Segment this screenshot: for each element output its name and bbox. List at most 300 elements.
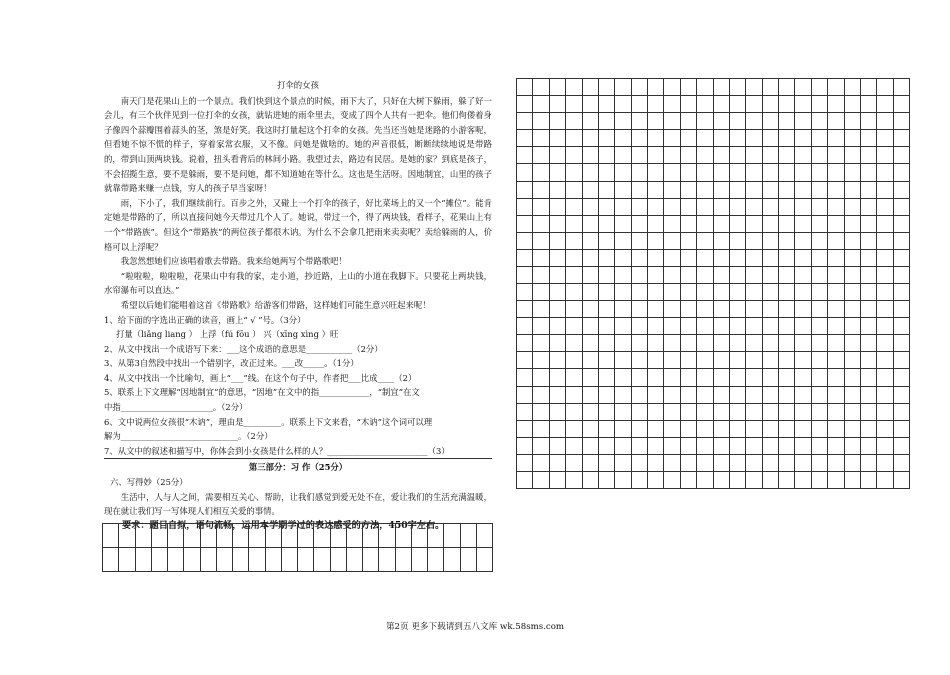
grid-cell[interactable] <box>664 352 680 369</box>
grid-cell[interactable] <box>861 96 877 113</box>
grid-cell[interactable] <box>201 548 217 572</box>
grid-cell[interactable] <box>714 199 730 216</box>
grid-cell[interactable] <box>583 130 599 147</box>
grid-cell[interactable] <box>828 250 844 267</box>
grid-cell[interactable] <box>795 352 811 369</box>
grid-cell[interactable] <box>746 387 762 404</box>
grid-cell[interactable] <box>894 335 910 352</box>
grid-cell[interactable] <box>894 438 910 455</box>
grid-cell[interactable] <box>550 164 566 181</box>
grid-cell[interactable] <box>664 164 680 181</box>
grid-cell[interactable] <box>566 199 582 216</box>
grid-cell[interactable] <box>795 472 811 489</box>
grid-cell[interactable] <box>697 318 713 335</box>
grid-cell[interactable] <box>217 548 233 572</box>
grid-cell[interactable] <box>714 182 730 199</box>
grid-cell[interactable] <box>894 216 910 233</box>
grid-cell[interactable] <box>632 216 648 233</box>
grid-cell[interactable] <box>632 96 648 113</box>
grid-cell[interactable] <box>533 267 549 284</box>
grid-cell[interactable] <box>583 113 599 130</box>
grid-cell[interactable] <box>714 387 730 404</box>
grid-cell[interactable] <box>828 79 844 96</box>
grid-cell[interactable] <box>599 335 615 352</box>
grid-cell[interactable] <box>648 267 664 284</box>
grid-cell[interactable] <box>812 369 828 386</box>
grid-cell[interactable] <box>714 369 730 386</box>
grid-cell[interactable] <box>845 404 861 421</box>
grid-cell[interactable] <box>697 216 713 233</box>
grid-cell[interactable] <box>632 455 648 472</box>
grid-cell[interactable] <box>583 472 599 489</box>
grid-cell[interactable] <box>861 335 877 352</box>
grid-cell[interactable] <box>730 130 746 147</box>
grid-cell[interactable] <box>266 524 282 548</box>
grid-cell[interactable] <box>615 421 631 438</box>
grid-cell[interactable] <box>550 387 566 404</box>
grid-cell[interactable] <box>632 404 648 421</box>
grid-cell[interactable] <box>599 301 615 318</box>
grid-cell[interactable] <box>828 472 844 489</box>
grid-cell[interactable] <box>615 182 631 199</box>
grid-cell[interactable] <box>877 164 893 181</box>
grid-cell[interactable] <box>184 548 200 572</box>
grid-cell[interactable] <box>812 130 828 147</box>
grid-cell[interactable] <box>861 301 877 318</box>
grid-cell[interactable] <box>812 318 828 335</box>
grid-cell[interactable] <box>599 352 615 369</box>
grid-cell[interactable] <box>249 524 265 548</box>
grid-cell[interactable] <box>533 404 549 421</box>
grid-cell[interactable] <box>517 130 533 147</box>
grid-cell[interactable] <box>550 421 566 438</box>
grid-cell[interactable] <box>697 301 713 318</box>
grid-cell[interactable] <box>599 130 615 147</box>
grid-cell[interactable] <box>599 267 615 284</box>
grid-cell[interactable] <box>795 369 811 386</box>
grid-cell[interactable] <box>648 421 664 438</box>
grid-cell[interactable] <box>648 352 664 369</box>
grid-cell[interactable] <box>298 548 314 572</box>
grid-cell[interactable] <box>795 455 811 472</box>
grid-cell[interactable] <box>763 404 779 421</box>
grid-cell[interactable] <box>168 524 184 548</box>
grid-cell[interactable] <box>632 233 648 250</box>
grid-cell[interactable] <box>845 387 861 404</box>
grid-cell[interactable] <box>697 284 713 301</box>
grid-cell[interactable] <box>812 250 828 267</box>
grid-cell[interactable] <box>828 284 844 301</box>
grid-cell[interactable] <box>763 455 779 472</box>
grid-cell[interactable] <box>533 438 549 455</box>
grid-cell[interactable] <box>566 164 582 181</box>
grid-cell[interactable] <box>845 472 861 489</box>
grid-cell[interactable] <box>845 182 861 199</box>
grid-cell[interactable] <box>845 455 861 472</box>
grid-cell[interactable] <box>795 438 811 455</box>
grid-cell[interactable] <box>861 113 877 130</box>
grid-cell[interactable] <box>566 250 582 267</box>
writing-grid-left[interactable] <box>102 523 493 572</box>
grid-cell[interactable] <box>697 267 713 284</box>
grid-cell[interactable] <box>894 147 910 164</box>
grid-cell[interactable] <box>828 216 844 233</box>
grid-cell[interactable] <box>517 79 533 96</box>
grid-cell[interactable] <box>697 369 713 386</box>
grid-cell[interactable] <box>714 164 730 181</box>
grid-cell[interactable] <box>681 352 697 369</box>
grid-cell[interactable] <box>779 438 795 455</box>
grid-cell[interactable] <box>444 524 460 548</box>
grid-cell[interactable] <box>877 455 893 472</box>
grid-cell[interactable] <box>681 79 697 96</box>
grid-cell[interactable] <box>877 421 893 438</box>
grid-cell[interactable] <box>763 147 779 164</box>
grid-cell[interactable] <box>632 113 648 130</box>
grid-cell[interactable] <box>763 233 779 250</box>
grid-cell[interactable] <box>599 164 615 181</box>
grid-cell[interactable] <box>599 438 615 455</box>
grid-cell[interactable] <box>681 147 697 164</box>
grid-cell[interactable] <box>763 79 779 96</box>
grid-cell[interactable] <box>877 369 893 386</box>
grid-cell[interactable] <box>615 369 631 386</box>
grid-cell[interactable] <box>648 79 664 96</box>
grid-cell[interactable] <box>795 250 811 267</box>
grid-cell[interactable] <box>664 233 680 250</box>
grid-cell[interactable] <box>566 79 582 96</box>
grid-cell[interactable] <box>861 250 877 267</box>
grid-cell[interactable] <box>877 352 893 369</box>
grid-cell[interactable] <box>550 250 566 267</box>
grid-cell[interactable] <box>894 284 910 301</box>
grid-cell[interactable] <box>812 404 828 421</box>
grid-cell[interactable] <box>632 147 648 164</box>
grid-cell[interactable] <box>632 79 648 96</box>
grid-cell[interactable] <box>599 387 615 404</box>
grid-cell[interactable] <box>795 96 811 113</box>
grid-cell[interactable] <box>550 113 566 130</box>
grid-cell[interactable] <box>714 130 730 147</box>
grid-cell[interactable] <box>517 335 533 352</box>
grid-cell[interactable] <box>533 199 549 216</box>
grid-cell[interactable] <box>746 455 762 472</box>
grid-cell[interactable] <box>583 199 599 216</box>
grid-cell[interactable] <box>664 438 680 455</box>
grid-cell[interactable] <box>812 216 828 233</box>
grid-cell[interactable] <box>845 250 861 267</box>
grid-cell[interactable] <box>583 455 599 472</box>
grid-cell[interactable] <box>730 369 746 386</box>
grid-cell[interactable] <box>828 318 844 335</box>
grid-cell[interactable] <box>632 164 648 181</box>
grid-cell[interactable] <box>664 421 680 438</box>
grid-cell[interactable] <box>894 250 910 267</box>
grid-cell[interactable] <box>877 130 893 147</box>
grid-cell[interactable] <box>714 233 730 250</box>
grid-cell[interactable] <box>615 455 631 472</box>
grid-cell[interactable] <box>730 164 746 181</box>
grid-cell[interactable] <box>877 182 893 199</box>
grid-cell[interactable] <box>746 352 762 369</box>
grid-cell[interactable] <box>583 301 599 318</box>
grid-cell[interactable] <box>877 267 893 284</box>
grid-cell[interactable] <box>861 233 877 250</box>
grid-cell[interactable] <box>894 455 910 472</box>
grid-cell[interactable] <box>648 438 664 455</box>
grid-cell[interactable] <box>714 147 730 164</box>
grid-cell[interactable] <box>845 164 861 181</box>
grid-cell[interactable] <box>861 472 877 489</box>
grid-cell[interactable] <box>615 250 631 267</box>
grid-cell[interactable] <box>550 216 566 233</box>
grid-cell[interactable] <box>533 182 549 199</box>
grid-cell[interactable] <box>845 199 861 216</box>
grid-cell[interactable] <box>697 455 713 472</box>
grid-cell[interactable] <box>477 524 493 548</box>
grid-cell[interactable] <box>861 318 877 335</box>
grid-cell[interactable] <box>583 96 599 113</box>
grid-cell[interactable] <box>533 301 549 318</box>
grid-cell[interactable] <box>746 182 762 199</box>
grid-cell[interactable] <box>648 472 664 489</box>
grid-cell[interactable] <box>233 548 249 572</box>
grid-cell[interactable] <box>363 548 379 572</box>
grid-cell[interactable] <box>779 147 795 164</box>
grid-cell[interactable] <box>615 472 631 489</box>
grid-cell[interactable] <box>877 472 893 489</box>
grid-cell[interactable] <box>664 284 680 301</box>
grid-cell[interactable] <box>746 199 762 216</box>
grid-cell[interactable] <box>894 233 910 250</box>
grid-cell[interactable] <box>517 472 533 489</box>
grid-cell[interactable] <box>681 318 697 335</box>
grid-cell[interactable] <box>877 387 893 404</box>
grid-cell[interactable] <box>828 233 844 250</box>
grid-cell[interactable] <box>550 199 566 216</box>
grid-cell[interactable] <box>795 404 811 421</box>
grid-cell[interactable] <box>877 216 893 233</box>
grid-cell[interactable] <box>828 96 844 113</box>
grid-cell[interactable] <box>730 147 746 164</box>
grid-cell[interactable] <box>861 164 877 181</box>
grid-cell[interactable] <box>812 147 828 164</box>
grid-cell[interactable] <box>894 96 910 113</box>
grid-cell[interactable] <box>845 369 861 386</box>
grid-cell[interactable] <box>779 335 795 352</box>
grid-cell[interactable] <box>533 96 549 113</box>
grid-cell[interactable] <box>779 352 795 369</box>
grid-cell[interactable] <box>550 233 566 250</box>
grid-cell[interactable] <box>566 472 582 489</box>
grid-cell[interactable] <box>845 267 861 284</box>
grid-cell[interactable] <box>599 96 615 113</box>
grid-cell[interactable] <box>566 96 582 113</box>
grid-cell[interactable] <box>877 301 893 318</box>
grid-cell[interactable] <box>615 130 631 147</box>
grid-cell[interactable] <box>828 335 844 352</box>
grid-cell[interactable] <box>632 318 648 335</box>
grid-cell[interactable] <box>730 216 746 233</box>
grid-cell[interactable] <box>566 369 582 386</box>
grid-cell[interactable] <box>615 318 631 335</box>
grid-cell[interactable] <box>664 387 680 404</box>
grid-cell[interactable] <box>664 335 680 352</box>
grid-cell[interactable] <box>648 164 664 181</box>
grid-cell[interactable] <box>615 267 631 284</box>
grid-cell[interactable] <box>861 267 877 284</box>
grid-cell[interactable] <box>714 404 730 421</box>
grid-cell[interactable] <box>861 130 877 147</box>
grid-cell[interactable] <box>566 404 582 421</box>
grid-cell[interactable] <box>517 164 533 181</box>
grid-cell[interactable] <box>664 130 680 147</box>
grid-cell[interactable] <box>779 130 795 147</box>
grid-cell[interactable] <box>877 113 893 130</box>
grid-cell[interactable] <box>461 524 477 548</box>
grid-cell[interactable] <box>632 421 648 438</box>
grid-cell[interactable] <box>664 250 680 267</box>
grid-cell[interactable] <box>763 352 779 369</box>
grid-cell[interactable] <box>812 96 828 113</box>
grid-cell[interactable] <box>517 250 533 267</box>
grid-cell[interactable] <box>681 164 697 181</box>
grid-cell[interactable] <box>730 335 746 352</box>
grid-cell[interactable] <box>664 216 680 233</box>
grid-cell[interactable] <box>845 421 861 438</box>
grid-cell[interactable] <box>599 147 615 164</box>
grid-cell[interactable] <box>664 267 680 284</box>
grid-cell[interactable] <box>533 130 549 147</box>
grid-cell[interactable] <box>648 182 664 199</box>
grid-cell[interactable] <box>632 369 648 386</box>
grid-cell[interactable] <box>730 387 746 404</box>
grid-cell[interactable] <box>664 79 680 96</box>
grid-cell[interactable] <box>812 301 828 318</box>
grid-cell[interactable] <box>119 548 135 572</box>
grid-cell[interactable] <box>746 369 762 386</box>
grid-cell[interactable] <box>795 199 811 216</box>
grid-cell[interactable] <box>664 113 680 130</box>
grid-cell[interactable] <box>795 79 811 96</box>
grid-cell[interactable] <box>615 147 631 164</box>
grid-cell[interactable] <box>583 267 599 284</box>
grid-cell[interactable] <box>412 524 428 548</box>
grid-cell[interactable] <box>877 284 893 301</box>
grid-cell[interactable] <box>697 199 713 216</box>
grid-cell[interactable] <box>894 301 910 318</box>
grid-cell[interactable] <box>615 113 631 130</box>
grid-cell[interactable] <box>379 524 395 548</box>
grid-cell[interactable] <box>249 548 265 572</box>
grid-cell[interactable] <box>845 113 861 130</box>
grid-cell[interactable] <box>136 548 152 572</box>
grid-cell[interactable] <box>550 147 566 164</box>
grid-cell[interactable] <box>664 96 680 113</box>
grid-cell[interactable] <box>746 233 762 250</box>
grid-cell[interactable] <box>217 524 233 548</box>
grid-cell[interactable] <box>763 335 779 352</box>
grid-cell[interactable] <box>828 147 844 164</box>
grid-cell[interactable] <box>664 369 680 386</box>
grid-cell[interactable] <box>861 216 877 233</box>
grid-cell[interactable] <box>648 404 664 421</box>
grid-cell[interactable] <box>795 387 811 404</box>
grid-cell[interactable] <box>861 352 877 369</box>
grid-cell[interactable] <box>615 79 631 96</box>
grid-cell[interactable] <box>664 301 680 318</box>
grid-cell[interactable] <box>828 113 844 130</box>
grid-cell[interactable] <box>861 284 877 301</box>
grid-cell[interactable] <box>861 455 877 472</box>
grid-cell[interactable] <box>681 96 697 113</box>
grid-cell[interactable] <box>533 455 549 472</box>
grid-cell[interactable] <box>763 182 779 199</box>
grid-cell[interactable] <box>697 421 713 438</box>
grid-cell[interactable] <box>566 147 582 164</box>
grid-cell[interactable] <box>812 438 828 455</box>
grid-cell[interactable] <box>894 267 910 284</box>
grid-cell[interactable] <box>746 267 762 284</box>
grid-cell[interactable] <box>615 199 631 216</box>
grid-cell[interactable] <box>533 318 549 335</box>
grid-cell[interactable] <box>730 182 746 199</box>
grid-cell[interactable] <box>517 233 533 250</box>
grid-cell[interactable] <box>877 318 893 335</box>
grid-cell[interactable] <box>861 387 877 404</box>
grid-cell[interactable] <box>730 96 746 113</box>
grid-cell[interactable] <box>533 369 549 386</box>
grid-cell[interactable] <box>583 182 599 199</box>
grid-cell[interactable] <box>877 96 893 113</box>
grid-cell[interactable] <box>566 113 582 130</box>
grid-cell[interactable] <box>632 250 648 267</box>
grid-cell[interactable] <box>648 250 664 267</box>
grid-cell[interactable] <box>566 216 582 233</box>
grid-cell[interactable] <box>861 182 877 199</box>
grid-cell[interactable] <box>298 524 314 548</box>
grid-cell[interactable] <box>184 524 200 548</box>
grid-cell[interactable] <box>615 352 631 369</box>
grid-cell[interactable] <box>583 284 599 301</box>
grid-cell[interactable] <box>533 352 549 369</box>
grid-cell[interactable] <box>714 455 730 472</box>
grid-cell[interactable] <box>697 472 713 489</box>
grid-cell[interactable] <box>730 438 746 455</box>
grid-cell[interactable] <box>795 113 811 130</box>
grid-cell[interactable] <box>632 387 648 404</box>
grid-cell[interactable] <box>681 387 697 404</box>
grid-cell[interactable] <box>517 301 533 318</box>
grid-cell[interactable] <box>583 369 599 386</box>
grid-cell[interactable] <box>533 335 549 352</box>
grid-cell[interactable] <box>550 318 566 335</box>
grid-cell[interactable] <box>648 113 664 130</box>
grid-cell[interactable] <box>648 130 664 147</box>
grid-cell[interactable] <box>632 182 648 199</box>
grid-cell[interactable] <box>136 524 152 548</box>
grid-cell[interactable] <box>697 335 713 352</box>
grid-cell[interactable] <box>632 472 648 489</box>
grid-cell[interactable] <box>583 79 599 96</box>
grid-cell[interactable] <box>697 250 713 267</box>
grid-cell[interactable] <box>795 421 811 438</box>
grid-cell[interactable] <box>550 404 566 421</box>
grid-cell[interactable] <box>828 421 844 438</box>
grid-cell[interactable] <box>599 216 615 233</box>
grid-cell[interactable] <box>648 199 664 216</box>
grid-cell[interactable] <box>550 455 566 472</box>
